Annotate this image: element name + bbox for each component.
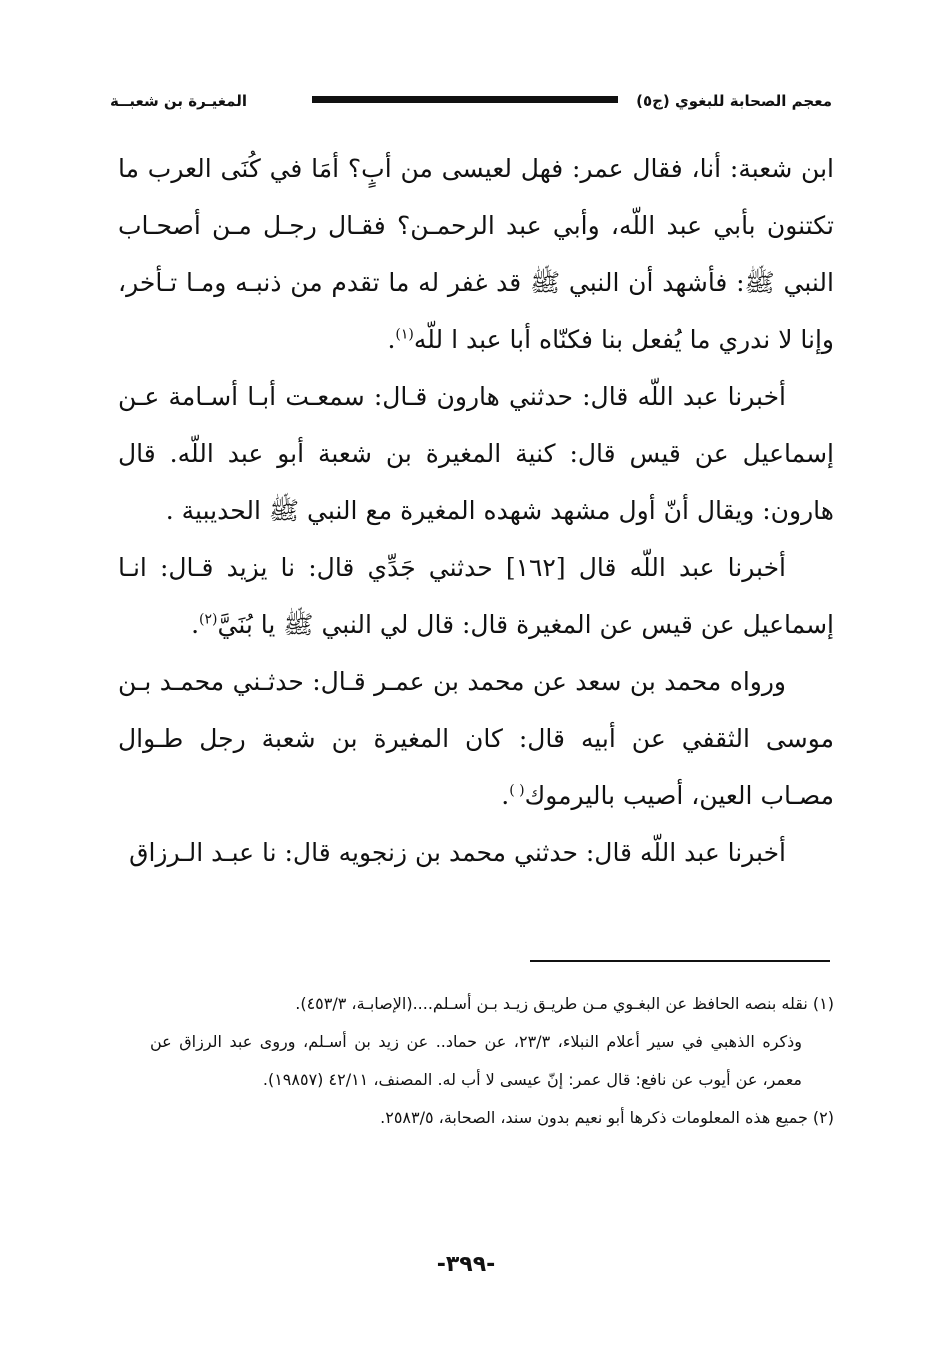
paragraph bbox=[118, 824, 834, 881]
paragraph bbox=[118, 653, 834, 824]
paragraph-text: ابن شعبة: أنا، فقال عمر: فهل لعيسى من أبٍ؟ أمَا في كُنَى العرب ما تكتنون بأبي عبد اللّه، وأبي عبد الرحمـن؟ فقـال رجـل مـن أصحـاب النبي ﷺ: فأشهد أن النبي ﷺ قد غفر له ما تقدم من ذنبـه ومـا تـأخر، وإنا لا ندري ما يُفعل بنا فكنّاه أبا عبد ا للّه bbox=[118, 154, 834, 354]
book-title: معجم الصحابة للبغوي (ج٥) bbox=[636, 92, 832, 110]
paragraph-text: أخبرنا عبد اللّه قال: حدثني هارون قـال: سمعـت أبـا أسـامة عـن إسماعيل عن قيس قال: كنية المغيرة بن شعبة أبو عبد اللّه. قال هارون: ويقال أنّ أول مشهد شهده المغيرة مع النبي ﷺ الحديبية . bbox=[118, 382, 834, 525]
section-title: المغيـرة بن شعبــة bbox=[110, 92, 247, 110]
footnote-1-continuation: وذكره الذهبي في سير أعلام النبلاء، ٢٣/٣، عن حماد.. عن زيد بن أسـلم، وروى عبد الرزاق عن معمر، عن أيوب عن نافع: قال عمر: إنّ عيسى لا أب له. المصنف، ٤٢/١١ (١٩٨٥٧). bbox=[150, 1032, 803, 1089]
paragraph bbox=[118, 140, 834, 368]
footnote-mark: (١) bbox=[395, 326, 414, 343]
paragraph-text: ورواه محمد بن سعد عن محمد بن عمـر قـال: حدثـني محمـد بـن موسى الثقفي عن أبيه قال: كان المغيرة بن شعبة رجل طـوال مصـاب العين، أصيب باليرموك bbox=[118, 667, 834, 810]
footnote-mark: ( ) bbox=[509, 782, 525, 799]
footnotes bbox=[150, 985, 834, 1137]
page-number: -٣٩٩- bbox=[436, 1252, 496, 1277]
paragraph-tail: . bbox=[501, 781, 510, 810]
paragraph bbox=[118, 368, 834, 539]
main-text bbox=[118, 140, 834, 881]
paragraph bbox=[118, 539, 834, 653]
header-rule bbox=[312, 96, 618, 103]
footnote-2: (٢) جميع هذه المعلومات ذكرها أبو نعيم بدون سند، الصحابة، ٢٥٨٣/٥. bbox=[380, 1108, 834, 1127]
footnote-mark: (٢) bbox=[199, 611, 218, 628]
paragraph-tail: . bbox=[191, 610, 200, 639]
paragraph-text: أخبرنا عبد اللّه قال: حدثني محمد بن زنجويه قال: نا عبـد الـرزاق bbox=[129, 838, 786, 867]
footnote-separator bbox=[530, 960, 830, 962]
running-header bbox=[110, 86, 832, 116]
footnote-1: (١) نقله بنصه الحافظ عن البغـوي مـن طريـق زيـد بـن أسـلم....(الإصابـة، ٤٥٣/٣). bbox=[295, 994, 834, 1013]
paragraph-text: أخبرنا عبد اللّه قال [١٦٢] حدثني جَدِّي قال: نا يزيد قـال: انـا إسماعيل عن قيس عن المغيرة قال: قال لي النبي ﷺ يا بُنَيَّ bbox=[118, 553, 834, 639]
paragraph-tail: . bbox=[387, 325, 396, 354]
